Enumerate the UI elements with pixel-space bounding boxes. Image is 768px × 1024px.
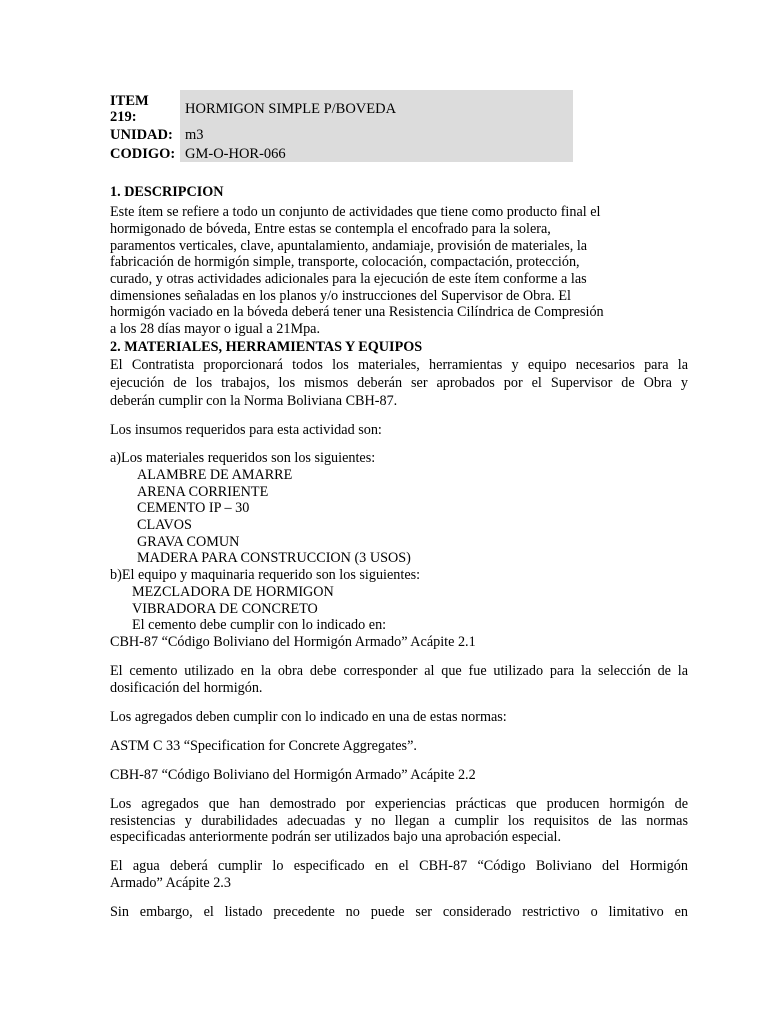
- desc-line: fabricación de hormigón simple, transporte, colocación, compactación, protección,: [110, 254, 580, 270]
- equipo-intro: b)El equipo y maquinaria requerido son los siguientes:: [110, 567, 421, 583]
- list-item: CLAVOS: [137, 517, 192, 533]
- codigo-label: CODIGO:: [110, 146, 176, 162]
- section-title-materiales: 2. MATERIALES, HERRAMIENTAS Y EQUIPOS: [110, 339, 423, 355]
- item-value: HORMIGON SIMPLE P/BOVEDA: [185, 101, 397, 117]
- cbh-reference-2-2: CBH-87 “Código Boliviano del Hormigón Armado” Acápite 2.2: [110, 767, 476, 783]
- list-item: CEMENTO IP – 30: [137, 500, 250, 516]
- agregados-intro: Los agregados deben cumplir con lo indicado en una de estas normas:: [110, 709, 507, 725]
- cbh-reference-2-1: CBH-87 “Código Boliviano del Hormigón Armado” Acápite 2.1: [110, 634, 476, 650]
- list-item: ALAMBRE DE AMARRE: [137, 467, 293, 483]
- paragraph-line: El agua deberá cumplir lo especificado en el CBH-87 “Código Boliviano del Hormigón: [110, 858, 688, 874]
- list-item: VIBRADORA DE CONCRETO: [132, 601, 318, 617]
- desc-line: hormigonado de bóveda, Entre estas se contempla el encofrado para la solera,: [110, 221, 551, 237]
- desc-line: a los 28 días mayor o igual a 21Mpa.: [110, 321, 321, 337]
- desc-line: Este ítem se refiere a todo un conjunto de actividades que tiene como producto final el: [110, 204, 601, 220]
- paragraph-line: dosificación del hormigón.: [110, 680, 263, 696]
- paragraph-line: especificadas anteriormente podrán ser utilizados bajo una aprobación especial.: [110, 829, 562, 845]
- codigo-value: GM-O-HOR-066: [185, 146, 286, 162]
- paragraph-line: resistencias y durabilidades adecuadas y no llegan a cumplir los requisitos de las normas: [110, 813, 688, 829]
- list-item: ARENA CORRIENTE: [137, 484, 269, 500]
- item-number: 219:: [110, 109, 137, 125]
- paragraph-line: Los agregados que han demostrado por experiencias prácticas que producen hormigón de: [110, 796, 688, 812]
- unidad-value: m3: [185, 127, 204, 143]
- section-title-descripcion: 1. DESCRIPCION: [110, 184, 224, 200]
- desc-line: curado, y otras actividades adicionales para la ejecución de este ítem conforme a las: [110, 271, 587, 287]
- desc-line: paramentos verticales, clave, apuntalamiento, andamiaje, provisión de materiales, la: [110, 238, 588, 254]
- unidad-label: UNIDAD:: [110, 127, 173, 143]
- materiales-intro: a)Los materiales requeridos son los siguientes:: [110, 450, 376, 466]
- item-label: ITEM: [110, 93, 149, 109]
- paragraph-line: deberán cumplir con la Norma Boliviana CBH-87.: [110, 393, 398, 409]
- astm-reference: ASTM C 33 “Specification for Concrete Aggregates”.: [110, 738, 417, 754]
- desc-line: dimensiones señaladas en los planos y/o instrucciones del Supervisor de Obra. El: [110, 288, 571, 304]
- list-item: GRAVA COMUN: [137, 534, 240, 550]
- desc-line: hormigón vaciado en la bóveda deberá tener una Resistencia Cilíndrica de Compresión: [110, 304, 604, 320]
- list-item: MEZCLADORA DE HORMIGON: [132, 584, 334, 600]
- paragraph-line: El cemento utilizado en la obra debe corresponder al que fue utilizado para la selección de la: [110, 663, 688, 679]
- paragraph-line: El Contratista proporcionará todos los materiales, herramientas y equipo necesarios para la: [110, 357, 688, 373]
- paragraph-line: Sin embargo, el listado precedente no puede ser considerado restrictivo o limitativo en: [110, 904, 688, 920]
- paragraph-line: Armado” Acápite 2.3: [110, 875, 231, 891]
- insumos-text: Los insumos requeridos para esta actividad son:: [110, 422, 382, 438]
- list-item: MADERA PARA CONSTRUCCION (3 USOS): [137, 550, 411, 566]
- paragraph-line: ejecución de los trabajos, los mismos deberán ser aprobados por el Supervisor de Obra y: [110, 375, 688, 391]
- cemento-note: El cemento debe cumplir con lo indicado en:: [132, 617, 387, 633]
